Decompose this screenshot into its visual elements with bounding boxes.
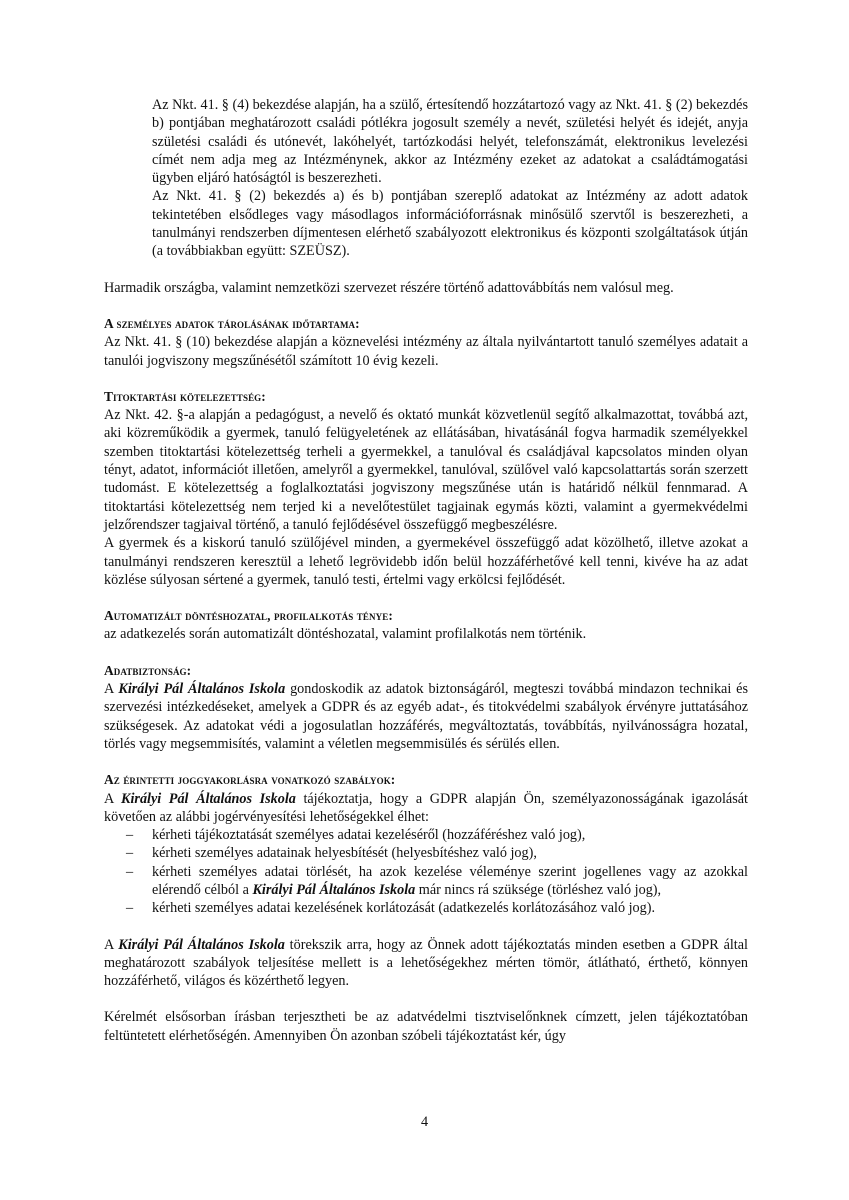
school-name: Királyi Pál Általános Iskola — [252, 881, 416, 898]
paragraph-storage: Az Nkt. 41. § (10) bekezdése alapján a köznevelési intézmény az általa nyilvántartott tanuló személyes adatait a tanulói jogviszony megszűnésétől számított 10 évig kezeli. — [104, 334, 748, 369]
paragraph-confidentiality-1: Az Nkt. 42. §-a alapján a pedagógust, a nevelő és oktató munkát közvetlenül segítő alkalmazottat, továbbá azt, aki közreműködik a gyermek, tanuló felügyeletének az ellátásában, hivatásánál fogva harmadik személyekkel szemben titoktartási kötelezettség terheli a gyermekkel, a tanulóval és családjával kapcsolatos minden olyan tényt, adatot, információt illetően, amelyről a gyermekkel, tanulóval, szülővel való kapcsolattartás során szerzett tudomást. E kötelezettség a foglalkoztatási jogviszony megszűnése után is határidő nélkül fennmarad. A titoktartási kötelezettség nem terjed ki a nevelőtestület tagjainak egymás közti, valamint a gyermekvédelmi jelzőrendszer tagjaival történő, a tanuló fejlődésével összefüggő megbeszélésre. — [104, 407, 748, 533]
paragraph-data-security: A Királyi Pál Általános Iskola gondoskodik az adatok biztonságáról, megteszi továbbá mindazon technikai és szervezési intézkedéseket, amelyek a GDPR és az egyéb adat-, és titokvédelmi szabályok érvényre juttatásához szükségesek. Az adatokat védi a jogosulatlan hozzáférés, megváltoztatás, továbbítás, nyilvánosságra hozatal, törlés vagy megsemmisítés, valamint a véletlen megsemmisülés és sérülés ellen. — [104, 681, 748, 752]
indented-block — [152, 96, 748, 261]
dash-bullet: – — [126, 827, 134, 844]
heading-data-security: Adatbiztonság: — [104, 662, 192, 678]
paragraph-nkt-41-4: Az Nkt. 41. § (4) bekezdése alapján, ha a szülő, értesítendő hozzátartozó vagy az Nkt. 41. § (2) bekezdés b) pontjában meghatározott családi pótlékra jogosult személy a nevét, születési helyét és idejét, anyja születési családi és utónevét, lakóhelyét, tartózkodási helyét, telefonszámát, elektronikus levelezési címét nem adja meg az Intézménynek, akkor az Intézmény ezeket az adatokat a családtámogatási ügyben eljáró hatóságtól is beszerezheti. — [152, 97, 748, 187]
heading-data-subject-rights: Az érintetti joggyakorlásra vonatkozó szabályok: — [104, 772, 396, 788]
school-name: Királyi Pál Általános Iskola — [118, 681, 286, 698]
heading-storage: A személyes adatok tárolásának időtartama: — [104, 315, 360, 331]
paragraph-nkt-41-2: Az Nkt. 41. § (2) bekezdés a) és b) pontjában szereplő adatokat az Intézmény az adott adatok tekintetében elsődleges vagy másodlagos információforrásnak minősülő szervtől is beszerezheti, a tanulmányi rendszerben díjmentesen elérhető szabályozott elektronikus és központi szolgáltatások útján (a továbbiakban együtt: SZEÜSZ). — [152, 188, 748, 260]
school-name: Királyi Pál Általános Iskola — [118, 936, 285, 953]
list-item: – kérheti személyes adatai törlését, ha azok kezelése véleménye szerint jogellenes vagy az azokkal elérendő célból a Királyi Pál Általános Iskola már nincs rá szüksége (törléshez való jog), — [126, 863, 748, 898]
paragraph-confidentiality-2: A gyermek és a kiskorú tanuló szülőjével minden, a gyermekével összefüggő adat közölhető, illetve azokat a tanulmányi rendszeren keresztül a lehető legrövidebb időn belül hozzáférhetővé kell tenni, kivéve ha az adat közlése súlyosan sértené a gyermek, tanuló testi, értelmi vagy erkölcsi fejlődését. — [104, 535, 748, 588]
paragraph-closing-1: A Királyi Pál Általános Iskola törekszik arra, hogy az Önnek adott tájékoztatás minden esetben a GDPR által meghatározott szabályok teljesítése mellett is a lehetőségekhez mérten tömör, átlátható, érthető, könnyen hozzáférhető, világos és közérthető legyen. — [104, 936, 748, 990]
list-item: – kérheti személyes adatainak helyesbítését (helyesbítéshez való jog), — [126, 845, 537, 862]
paragraph-rights-intro: A Királyi Pál Általános Iskola tájékoztatja, hogy a GDPR alapján Ön, személyazonosságának igazolását követően az alábbi jogérvényesítési lehetőségekkel élhet: — [104, 790, 748, 825]
school-name: Királyi Pál Általános Iskola — [121, 790, 296, 807]
page-number: 4 — [420, 1114, 429, 1130]
document-page — [104, 96, 748, 1045]
heading-automated-decision: Automatizált döntéshozatal, profilalkotás ténye: — [104, 608, 393, 624]
paragraph-closing-2: Kérelmét elsősorban írásban terjesztheti be az adatvédelmi tisztviselőnknek címzett, jelen tájékoztatóban feltüntetett elérhetőségén. Amennyiben Ön azonban szóbeli tájékoztatást kér, úgy — [104, 1009, 748, 1044]
heading-confidentiality: Titoktartási kötelezettség: — [104, 388, 266, 404]
paragraph-automated-decision: az adatkezelés során automatizált döntéshozatal, valamint profilalkotás nem történik. — [104, 626, 587, 643]
list-item: – kérheti személyes adatai kezelésének korlátozását (adatkezelés korlátozásához való jog). — [126, 900, 656, 917]
paragraph-third-country: Harmadik országba, valamint nemzetközi szervezet részére történő adattovábbítás nem valósul meg. — [104, 279, 674, 296]
dash-bullet: – — [126, 863, 134, 880]
rights-list — [104, 826, 748, 917]
dash-bullet: – — [126, 845, 134, 862]
list-item: – kérheti tájékoztatását személyes adatai kezeléséről (hozzáféréshez való jog), — [126, 827, 586, 844]
dash-bullet: – — [126, 900, 134, 917]
